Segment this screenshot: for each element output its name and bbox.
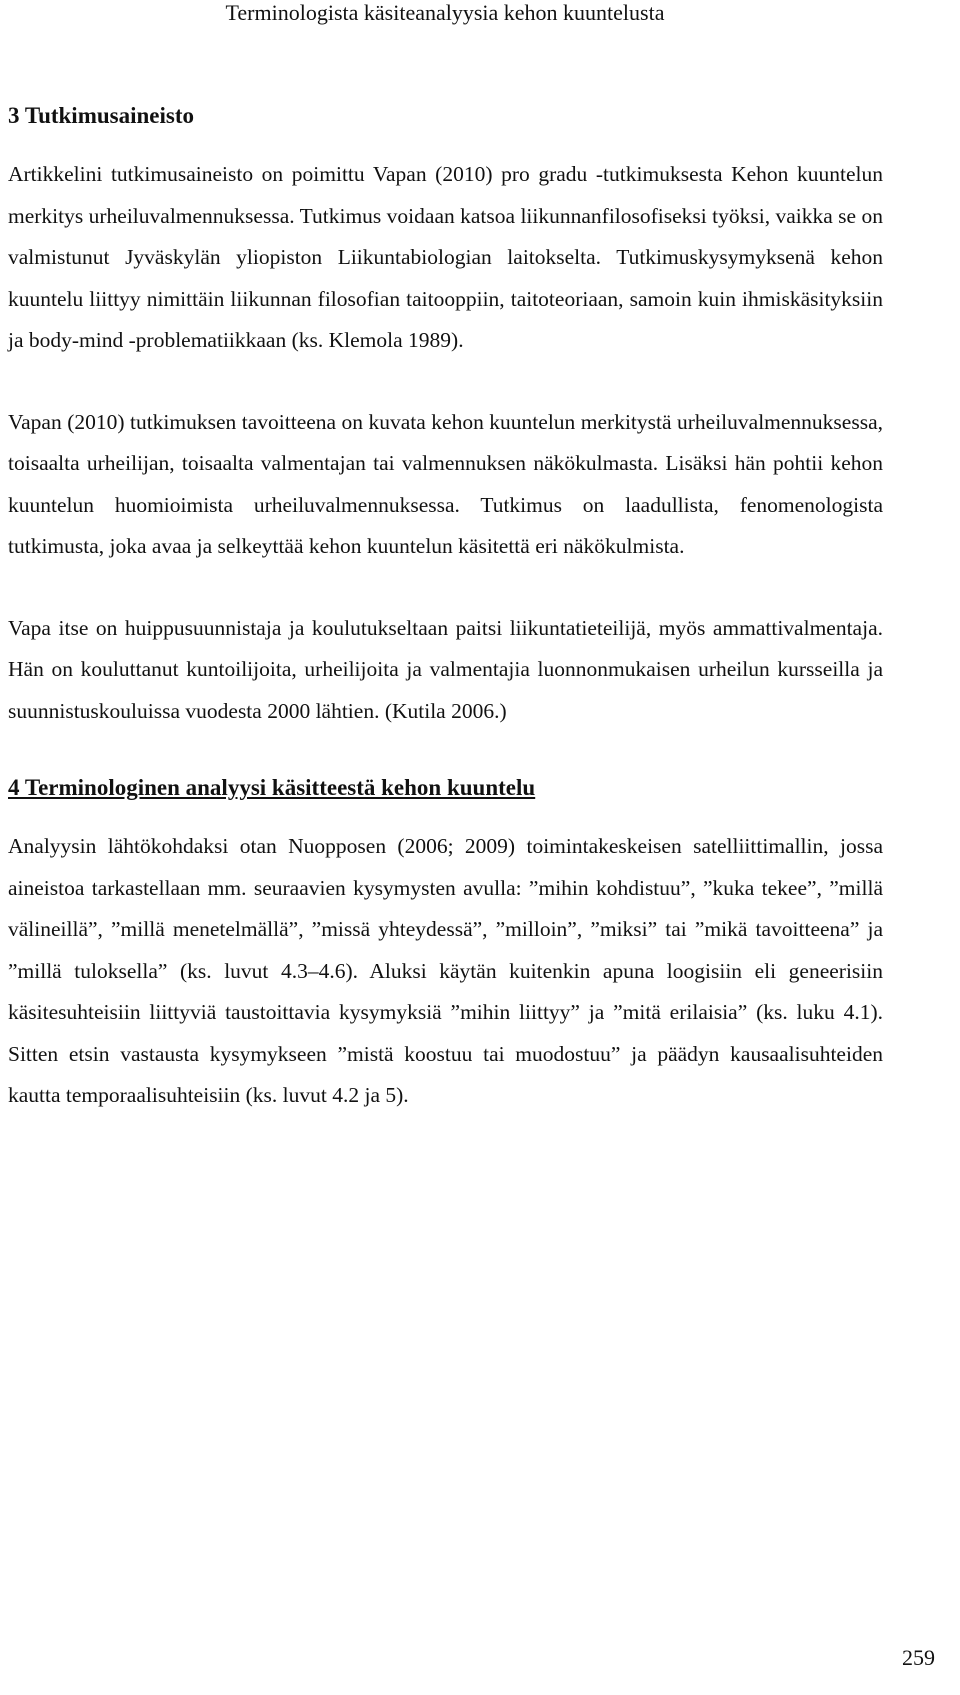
paragraph: Vapan (2010) tutkimuksen tavoitteena on kuvata kehon kuuntelun merkitystä urheiluvalmennuksessa, toisaalta urheilijan, toisaalta valmentajan tai valmennuksen näkökulmasta. Lisäksi hän pohtii kehon kuuntelun huomioimista urheiluvalmennuksessa. Tutkimus on laadullista, fenomenologista tutkimusta, joka avaa ja selkeyttää kehon kuuntelun käsitettä eri näkökulmista.	[8, 409, 883, 558]
section-heading-4: 4 Terminologinen analyysi käsitteestä kehon kuuntelu	[8, 775, 536, 800]
page-number: 259	[902, 1645, 935, 1670]
running-header: Terminologista käsiteanalyysia kehon kuuntelusta	[225, 0, 665, 25]
paragraph: Analyysin lähtökohdaksi otan Nuopposen (2006; 2009) toimintakeskeisen satelliittimallin, jossa aineistoa tarkastellaan mm. seuraavien kysymysten avulla: ”mihin kohdistuu”, ”kuka tekee”, ”millä välineillä”, ”millä menetelmällä”, ”missä yhteydessä”, ”milloin”, ”miksi” tai ”mikä tavoitteena” ja ”millä tuloksella” (ks. luvut 4.3–4.6). Aluksi käytän kuitenkin apuna loogisiin eli geneerisiin käsitesuhteisiin liittyviä taustoittavia kysymyksiä ”mihin liittyy” ja ”mitä erilaisia” (ks. luku 4.1). Sitten etsin vastausta kysymykseen ”mistä koostuu tai muodostuu” ja päädyn kausaalisuhteiden kautta temporaalisuhteisiin (ks. luvut 4.2 ja 5).	[8, 834, 883, 1107]
page-body	[8, 100, 883, 1157]
paragraph: Vapa itse on huippusuunnistaja ja koulutukseltaan paitsi liikuntatieteilijä, myös ammattivalmentaja. Hän on kouluttanut kuntoilijoita, urheilijoita ja valmentajia luonnonmukaisen urheilun kursseilla ja suunnistuskouluissa vuodesta 2000 lähtien. (Kutila 2006.)	[8, 615, 883, 723]
paragraph: Artikkelini tutkimusaineisto on poimittu Vapan (2010) pro gradu -tutkimuksesta Kehon kuuntelun merkitys urheiluvalmennuksessa. Tutkimus voidaan katsoa liikunnanfilosofiseksi työksi, vaikka se on valmistunut Jyväskylän yliopiston Liikuntabiologian laitokselta. Tutkimuskysymyksenä kehon kuuntelu liittyy nimittäin liikunnan filosofian taitooppiin, taitoteoriaan, samoin kuin ihmiskäsityksiin ja body-mind -problematiikkaan (ks. Klemola 1989).	[8, 162, 883, 352]
section-heading-3: 3 Tutkimusaineisto	[8, 103, 194, 128]
